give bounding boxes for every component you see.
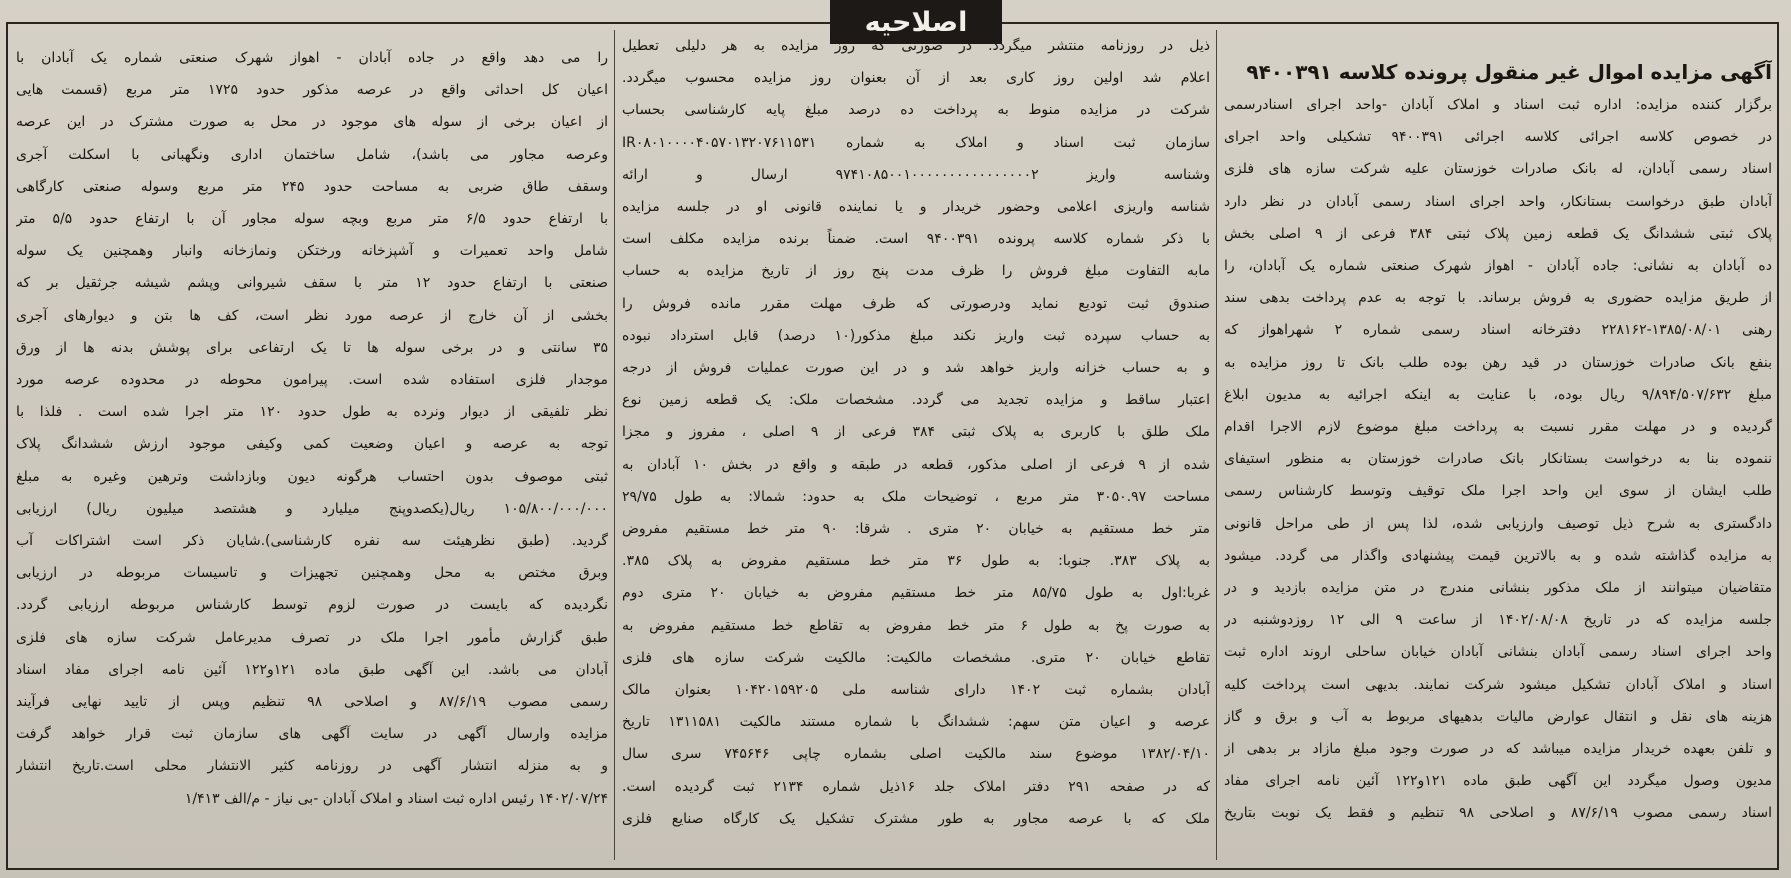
text-line: و به منزله انتشار آگهی در روزنامه کثیر الانتشار محلی است.تاریخ انتشار <box>16 758 608 775</box>
text-line: مبلغ ۹/۸۹۴/۵۰۷/۶۳۲ ریال بوده، با عنایت به اینکه اجرائیه به مدیون ابلاغ <box>1224 386 1772 403</box>
text-line: متر خط مستقیم به خیابان ۲۰ متری . شرقا: ۹۰ متر خط مستقیم مفروض <box>622 521 1210 538</box>
column-divider <box>1216 30 1217 860</box>
text-line: و به حساب خزانه واریز خواهد شد و در این صورت عملیات فروش از درجه <box>622 360 1210 377</box>
text-line: بنفع بانک صادرات خوزستان در قید رهن بوده طلب بانک تا روز مزایده به <box>1224 354 1772 371</box>
text-line: آبادان می باشد. این آگهی طبق ماده ۱۲۱و۱۲۲ آئین نامه اجرای مفاد اسناد <box>16 661 608 678</box>
text-line: مساحت ۳۰۵۰.۹۷ متر مربع ، توضیحات ملک به حدود: شمالا: به طول ۲۹/۷۵ <box>622 488 1210 505</box>
middle-column-text <box>622 30 1210 835</box>
text-line: وشناسه واریز ۹۷۴۱۰۸۵۰۰۱۰۰۰۰۰۰۰۰۰۰۰۰۰۰۰۰۲ ارسال و ارائه <box>622 166 1210 183</box>
text-line: ذیل در روزنامه منتشر میگردد. در صورتی که روز مزایده به هر دلیلی تعطیل <box>622 38 1210 54</box>
text-line: ۱۳۸۲/۰۴/۱۰ موضوع سند مالکیت اصلی بشماره چاپی ۷۴۵۶۴۶ سری سال <box>622 746 1210 763</box>
text-line: طلب ایشان از سوی این واحد اجرا ملک توقیف وتوسط کارشناس رسمی <box>1224 483 1772 500</box>
text-line: به مزایده گذاشته شده و به بالاترین قیمت پیشنهادی واگذار می گردد. میشود <box>1224 547 1772 564</box>
text-line: از طریق مزایده حضوری به فروش برساند. با توجه به عدم پرداخت بدهی سند <box>1224 290 1772 307</box>
text-line: جلسه مزایده که در تاریخ ۱۴۰۲/۰۸/۰۸ از ساعت ۹ الی ۱۲ روزدوشنبه در <box>1224 612 1772 629</box>
text-line: اسناد و املاک آبادان تشکیل میشود شرکت نمایند. بدیهی است پرداخت کلیه <box>1224 676 1772 693</box>
text-line: وعرصه مجاور می باشد)، شامل ساختمان اداری ونگهبانی با اسکلت آجری <box>16 146 608 163</box>
auction-notice-title: آگهی مزایده اموال غیر منقول پرونده کلاسه ۹۴۰۰۳۹۱ <box>1246 60 1772 84</box>
text-line: اعیان کل احداثی واقع در عرصه مذکور حدود ۱۷۲۵ متر مربع (قسمت هایی <box>16 82 608 99</box>
text-line: به صورت پخ به طول ۶ متر خط مفروض به تقاطع خط مستقیم مفروض به <box>622 617 1210 634</box>
text-line: توجه به عرصه و اعیان وضعیت کمی وکیفی موجود ارزش ششدانگ پلاک <box>16 436 608 453</box>
text-line: اسناد رسمی مصوب ۸۷/۶/۱۹ و اصلاحی ۹۸ تنظیم و فقط یک نوبت بتاریخ <box>1224 805 1772 822</box>
text-line: متقاضیان میتوانند از ملک مذکور بنشانی مندرج در متن مزایده بازدید و در <box>1224 580 1772 597</box>
text-line: با ارتفاع حدود ۶/۵ متر مربع وبچه سوله مجاور آن با ارتفاع حدود ۵/۵ متر <box>16 211 608 228</box>
column-divider <box>614 30 615 860</box>
text-line: ثبتی موصوف بدون احتساب هرگونه دیون وبازداشت وترهین وغیره به مبلغ <box>16 468 608 485</box>
text-line: واحد اجرای اسناد رسمی آبادان بنشانی آبادان خیابان ساحلی اروند اداره ثبت <box>1224 644 1772 661</box>
text-line: و تلفن بعهده خریدار مزایده میباشد که در صورت وجود مبلغ مازاد بر بدهی از <box>1224 741 1772 758</box>
text-line: نگردیده که بایست در صورت لزوم توسط کارشناس مربوطه ارزیابی گردد. <box>16 597 608 614</box>
left-column-text <box>16 42 608 815</box>
text-line: به پلاک ۳۸۳. جنوبا: به طول ۳۶ متر خط مستقیم مفروض به پلاک ۳۸۵. <box>622 553 1210 570</box>
text-line: هزینه های نقل و انتقال عوارض مالیات بدهیهای مربوط به آب و برق و گاز <box>1224 708 1772 725</box>
text-line: ۳۵ سانتی و در برخی سوله ها تا یک ارتفاعی برای پوشش بدنه ها از ورق <box>16 339 608 356</box>
text-line: دادگستری به شرح ذیل توصیف وارزیابی شده، لذا پس از طی مراحل قانونی <box>1224 515 1772 532</box>
text-line: مابه التفاوت مبلغ فروش را ظرف مدت پنج روز از تاریخ مزایده به حساب <box>622 263 1210 280</box>
text-line: شده از ۹ فرعی از اصلی مذکور، قطعه در طبقه و واقع در بخش ۱۰ آبادان به <box>622 456 1210 473</box>
right-column-text <box>1224 89 1772 830</box>
text-line: را می دهد واقع در جاده آبادان - اهواز شهرک صنعتی شماره یک آبادان با <box>16 50 608 66</box>
text-line: ننموده بنا به درخواست بستانکار بانک صادرات خوزستان به منظور استیفای <box>1224 451 1772 468</box>
text-line: شامل واحد تعمیرات و آشپزخانه ورختکن ونمازخانه وانبار وهمچنین یک سوله <box>16 243 608 260</box>
text-line: با ذکر شماره کلاسه پرونده ۹۴۰۰۳۹۱ است. ضمناً برنده مزایده مکلف است <box>622 231 1210 248</box>
correction-heading: اصلاحیه <box>832 2 1000 42</box>
text-line: ملک که با عرصه مجاور به طور مشترک تشکیل یک کارگاه صنایع فلزی <box>622 810 1210 827</box>
text-line: شرکت در مزایده منوط به پرداخت ده درصد مبلغ پایه کارشناسی بحساب <box>622 102 1210 119</box>
text-line: ۱۰۵/۸۰۰/۰۰۰/۰۰۰ ریال(یکصدوپنج میلیارد و هشتصد میلیون ریال) ارزیابی <box>16 500 608 517</box>
text-line: ده آبادان به نشانی: جاده آبادان - اهواز شهرک صنعتی شماره یک آبادان، را <box>1224 258 1772 275</box>
text-line: موجدار فلزی استفاده شده است. پیرامون محوطه در محدوده عرصه مورد <box>16 372 608 389</box>
text-line: آبادان بشماره ثبت ۱۴۰۲ دارای شناسه ملی ۱۰۴۲۰۱۵۹۲۰۵ بعنوان مالک <box>622 682 1210 699</box>
text-line: رهنی ۱۳۸۵/۰۸/۰۱-۲۲۸۱۶۲ دفترخانه اسناد رسمی شماره ۲ شهراهواز که <box>1224 322 1772 339</box>
text-line: صنعتی با ارتفاع حدود ۱۲ متر با سقف شیروانی وپشم شیشه جرثقیل بر که <box>16 275 608 292</box>
text-line: که در صفحه ۲۹۱ دفتر املاک جلد ۱۶ذیل شماره ۲۱۳۴ ثبت گردیده است. <box>622 778 1210 795</box>
text-line: طبق گزارش مأمور اجرا ملک در تصرف مدیرعامل شرکت سازه های فلزی <box>16 629 608 646</box>
text-line: شناسه واریزی اعلامی وحضور خریدار و یا نماینده قانونی او در جلسه مزایده <box>622 199 1210 216</box>
text-line: غربا:اول به طول ۸۵/۷۵ متر خط مستقیم مفروض به خیابان ۲۰ متری دوم <box>622 585 1210 602</box>
right-column <box>1224 30 1772 830</box>
text-line: برگزار کننده مزایده: اداره ثبت اسناد و املاک آبادان -واحد اجرای اسنادرسمی <box>1224 97 1772 113</box>
text-line: پلاک ثبتی ششدانگ یک قطعه زمین پلاک ثبتی ۳۸۴ فرعی از ۹ اصلی بخش <box>1224 225 1772 242</box>
text-line: رسمی مصوب ۸۷/۶/۱۹ و اصلاحی ۹۸ تنظیم وپس از تایید نهایی فرآیند <box>16 694 608 711</box>
text-line: ۱۴۰۲/۰۷/۲۴ رئیس اداره ثبت اسناد و املاک آبادان -بی نیاز - م/الف ۱/۴۱۳ <box>184 790 608 807</box>
text-line: صندوق ثبت تودیع نماید ودرصورتی که ظرف مهلت مقرر مانده فروش را <box>622 295 1210 312</box>
text-line: به حساب سپرده ثبت واریز نکند مبلغ مذکور(۱۰ درصد) قابل استرداد نبوده <box>622 327 1210 344</box>
text-line: اعلام شد اولین روز کاری بعد از آن بعنوان روز مزایده محسوب میگردد. <box>622 70 1210 87</box>
text-line: نظر تلفیقی از دیوار ونرده به طول حدود ۱۲۰ متر اجرا شده است . فلذا با <box>16 404 608 421</box>
text-line: اعتبار ساقط و مزایده تجدید می گردد. مشخصات ملک: یک قطعه زمین نوع <box>622 392 1210 409</box>
text-line: گردید. (طبق نظرهیئت سه نفره کارشناسی).شایان ذکر است اشتراکات آب <box>16 533 608 550</box>
text-line: عرصه و اعیان متن سهم: ششدانگ با شماره مستند مالکیت ۱۳۱۱۵۸۱ تاریخ <box>622 714 1210 731</box>
text-line: ملک طلق با کاربری به پلاک ثبتی ۳۸۴ فرعی از ۹ اصلی ، مفروز و مجزا <box>622 424 1210 441</box>
text-line: گردیده و در مهلت مقرر نسبت به پرداخت مبلغ موضوع لازم الاجرا اقدام <box>1224 419 1772 436</box>
text-line: سازمان ثبت اسناد و املاک به شماره IR۰۸۰۱۰۰۰۰۴۰۵۷۰۱۳۲۰۷۶۱۱۵۳۱ <box>622 134 1210 151</box>
text-line: مدیون وصول میگردد این آگهی طبق ماده ۱۲۱و۱۲۲ آئین نامه اجرای مفاد <box>1224 773 1772 790</box>
text-line: آبادان طبق درخواست بستانکار، واحد اجرای اسناد رسمی آبادان در نظر دارد <box>1224 193 1772 210</box>
text-line: وبرق مختص به محل وهمچنین تجهیزات و تاسیسات مربوطه در ارزیابی <box>16 565 608 582</box>
text-line: از اعیان برخی از سوله های موجود در محل به صورت مشترک در این عرصه <box>16 114 608 131</box>
text-line: وسقف طاق ضربی به مساحت حدود ۲۴۵ متر مربع وسوله صنعتی کارگاهی <box>16 178 608 195</box>
text-line: در خصوص کلاسه اجرائی کلاسه اجرائی ۹۴۰۰۳۹۱ تشکیلی واحد اجرای <box>1224 129 1772 146</box>
text-line: بخشی از آن خارج از عرصه مورد نظر است، کف ها بتن و دیوارهای آجری <box>16 307 608 324</box>
text-line: مزایده وارسال آگهی در سایت آگهی های سازمان ثبت قرار خواهد گرفت <box>16 726 608 743</box>
text-line: اسناد رسمی آبادان، له بانک صادرات خوزستان علیه شرکت سازه های فلزی <box>1224 161 1772 178</box>
text-line: تقاطع خیابان ۲۰ متری. مشخصات مالکیت: مالکیت شرکت سازه های فلزی <box>622 649 1210 666</box>
